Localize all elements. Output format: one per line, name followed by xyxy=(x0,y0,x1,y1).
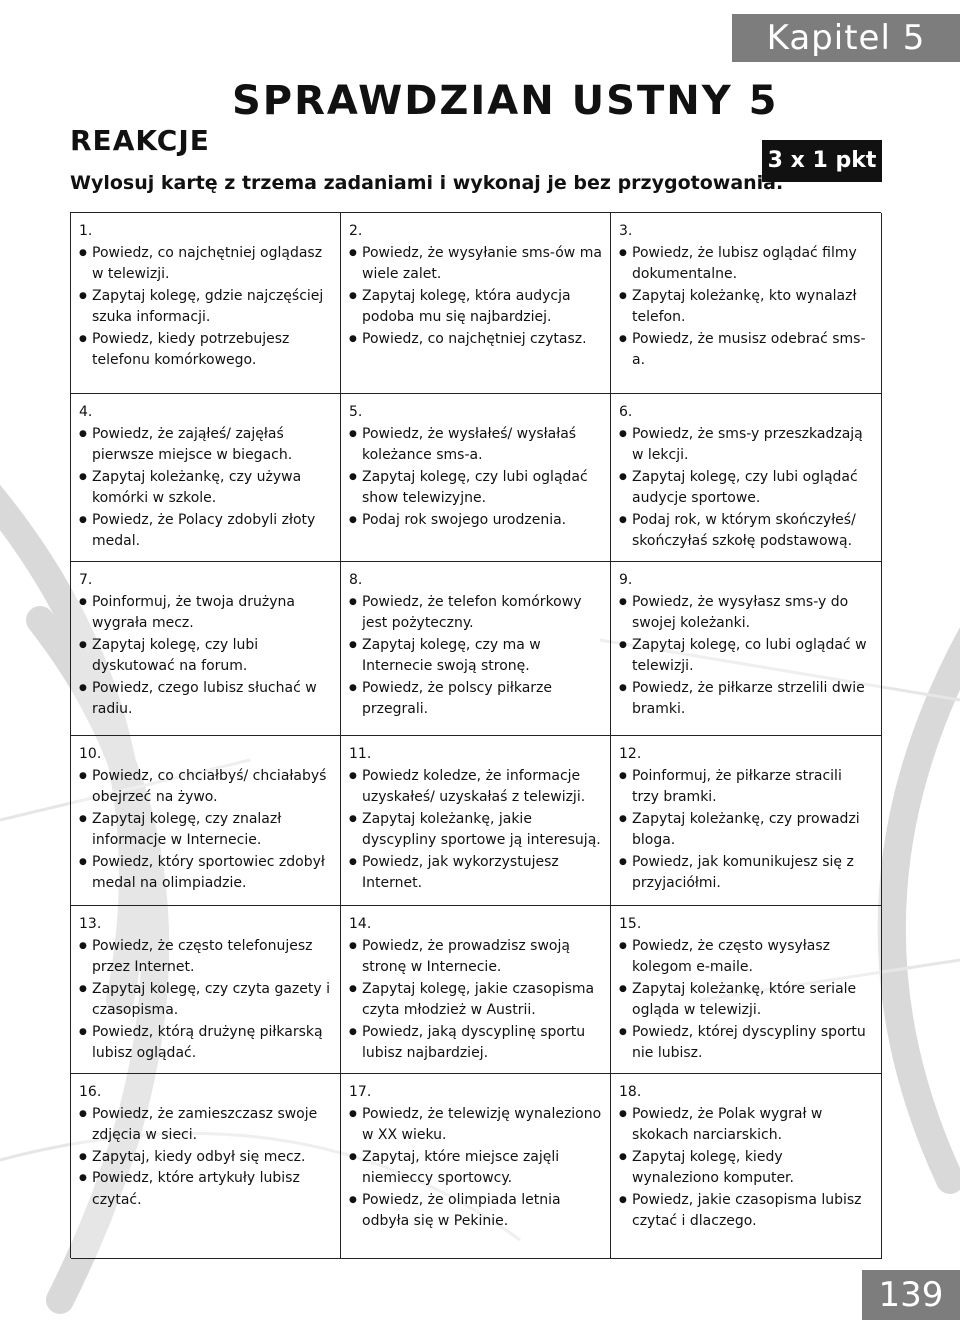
task-item: ● Zapytaj, które miejsce zajęli niemieccy sportowcy. xyxy=(349,1147,602,1190)
task-item: ● Powiedz, której dyscypliny sportu nie lubisz. xyxy=(619,1022,873,1065)
card-number: 11. xyxy=(349,746,372,762)
task-item: ● Powiedz, co chciałbyś/ chciałabyś obejrzeć na żywo. xyxy=(79,766,332,809)
task-item: ● Powiedz, że często wysyłasz kolegom e-maile. xyxy=(619,936,873,979)
task-item: ● Powiedz, że wysyłasz sms-y do swojej koleżanki. xyxy=(619,592,873,635)
card-number: 8. xyxy=(349,572,363,588)
task-list xyxy=(79,592,332,721)
task-item: ● Powiedz, że prowadzisz swoją stronę w Internecie. xyxy=(349,936,602,979)
task-card xyxy=(71,1074,341,1259)
task-item: ● Zapytaj kolegę, która audycja podoba mu się najbardziej. xyxy=(349,286,602,329)
card-number: 3. xyxy=(619,223,633,239)
task-item: ● Zapytaj kolegę, czy lubi oglądać show telewizyjne. xyxy=(349,467,602,510)
task-item: ● Powiedz, że olimpiada letnia odbyła się w Pekinie. xyxy=(349,1190,602,1233)
card-number: 18. xyxy=(619,1084,642,1100)
card-number: 6. xyxy=(619,404,633,420)
task-item: ● Powiedz, że sms-y przeszkadzają w lekcji. xyxy=(619,424,873,467)
task-list xyxy=(619,766,873,895)
task-item: ● Poinformuj, że twoja drużyna wygrała mecz. xyxy=(79,592,332,635)
task-item: ● Zapytaj kolegę, czy lubi oglądać audycje sportowe. xyxy=(619,467,873,510)
page-title: SPRAWDZIAN USTNY 5 xyxy=(232,78,779,124)
card-number: 7. xyxy=(79,572,93,588)
task-item: ● Zapytaj kolegę, co lubi oglądać w telewizji. xyxy=(619,635,873,678)
card-number: 10. xyxy=(79,746,102,762)
task-item: ● Powiedz, że musisz odebrać sms-a. xyxy=(619,329,873,372)
task-item: ● Poinformuj, że piłkarze stracili trzy bramki. xyxy=(619,766,873,809)
task-card xyxy=(611,736,882,906)
task-item: ● Powiedz, że wysyłanie sms-ów ma wiele zalet. xyxy=(349,243,602,286)
task-card xyxy=(71,394,341,562)
task-list xyxy=(349,1104,602,1233)
task-card xyxy=(611,394,882,562)
task-item: ● Podaj rok, w którym skończyłeś/ skończyłaś szkołę podstawową. xyxy=(619,510,873,553)
task-item: ● Zapytaj kolegę, jakie czasopisma czyta młodzież w Austrii. xyxy=(349,979,602,1022)
card-number: 16. xyxy=(79,1084,102,1100)
card-number: 14. xyxy=(349,916,372,932)
task-list xyxy=(79,243,332,372)
task-item: ● Zapytaj, kiedy odbył się mecz. xyxy=(79,1147,332,1169)
task-card xyxy=(71,736,341,906)
task-list xyxy=(79,936,332,1065)
task-item: ● Powiedz, że polscy piłkarze przegrali. xyxy=(349,678,602,721)
page-number: 139 xyxy=(862,1270,960,1320)
task-item: ● Powiedz, jak komunikujesz się z przyjaciółmi. xyxy=(619,852,873,895)
points-badge: 3 x 1 pkt xyxy=(762,140,882,182)
task-item: ● Powiedz, że Polak wygrał w skokach narciarskich. xyxy=(619,1104,873,1147)
task-list xyxy=(619,243,873,372)
task-item: ● Powiedz, co najchętniej czytasz. xyxy=(349,329,602,351)
task-item: ● Powiedz, który sportowiec zdobył medal na olimpiadzie. xyxy=(79,852,332,895)
task-card xyxy=(341,736,611,906)
task-card xyxy=(341,1074,611,1259)
card-number: 15. xyxy=(619,916,642,932)
task-item: ● Zapytaj koleżankę, jakie dyscypliny sportowe ją interesują. xyxy=(349,809,602,852)
task-list xyxy=(349,936,602,1065)
card-number: 4. xyxy=(79,404,93,420)
task-item: ● Powiedz, czego lubisz słuchać w radiu. xyxy=(79,678,332,721)
task-item: ● Powiedz, jakie czasopisma lubisz czytać i dlaczego. xyxy=(619,1190,873,1233)
task-item: ● Zapytaj koleżankę, czy prowadzi bloga. xyxy=(619,809,873,852)
task-item: ● Zapytaj koleżankę, czy używa komórki w szkole. xyxy=(79,467,332,510)
task-item: ● Powiedz, że telewizję wynaleziono w XX wieku. xyxy=(349,1104,602,1147)
task-item: ● Zapytaj koleżankę, kto wynalazł telefon. xyxy=(619,286,873,329)
task-item: ● Powiedz, którą drużynę piłkarską lubisz oglądać. xyxy=(79,1022,332,1065)
task-list xyxy=(349,766,602,895)
task-item: ● Powiedz, jak wykorzystujesz Internet. xyxy=(349,852,602,895)
task-list xyxy=(619,592,873,721)
task-card xyxy=(611,906,882,1074)
task-item: ● Zapytaj kolegę, czy czyta gazety i czasopisma. xyxy=(79,979,332,1022)
instructions-text: Wylosuj kartę z trzema zadaniami i wykonaj je bez przygotowania. xyxy=(70,172,784,194)
task-list xyxy=(619,1104,873,1233)
task-item: ● Powiedz, jaką dyscyplinę sportu lubisz najbardziej. xyxy=(349,1022,602,1065)
task-item: ● Zapytaj kolegę, gdzie najczęściej szuka informacji. xyxy=(79,286,332,329)
card-number: 17. xyxy=(349,1084,372,1100)
task-card xyxy=(611,213,882,394)
card-number: 5. xyxy=(349,404,363,420)
task-list xyxy=(619,424,873,553)
task-item: ● Powiedz, że piłkarze strzelili dwie bramki. xyxy=(619,678,873,721)
task-list xyxy=(79,424,332,553)
task-card xyxy=(71,213,341,394)
task-list xyxy=(79,766,332,895)
task-item: ● Zapytaj kolegę, czy ma w Internecie swoją stronę. xyxy=(349,635,602,678)
task-item: ● Powiedz, które artykuły lubisz czytać. xyxy=(79,1168,332,1211)
task-list xyxy=(79,1104,332,1212)
task-card xyxy=(341,394,611,562)
task-item: ● Powiedz, że zająłeś/ zajęłaś pierwsze miejsce w biegach. xyxy=(79,424,332,467)
task-item: ● Powiedz, że wysłałeś/ wysłałaś koleżance sms-a. xyxy=(349,424,602,467)
task-card xyxy=(341,562,611,736)
task-item: ● Powiedz koledze, że informacje uzyskałeś/ uzyskałaś z telewizji. xyxy=(349,766,602,809)
chapter-tab: Kapitel 5 xyxy=(732,14,960,62)
card-number: 12. xyxy=(619,746,642,762)
task-item: ● Powiedz, co najchętniej oglądasz w telewizji. xyxy=(79,243,332,286)
task-cards-table xyxy=(70,212,881,1258)
task-list xyxy=(349,592,602,721)
task-item: ● Powiedz, że lubisz oglądać filmy dokumentalne. xyxy=(619,243,873,286)
task-card xyxy=(71,906,341,1074)
task-item: ● Powiedz, że zamieszczasz swoje zdjęcia w sieci. xyxy=(79,1104,332,1147)
task-list xyxy=(349,424,602,532)
card-number: 9. xyxy=(619,572,633,588)
task-item: ● Zapytaj kolegę, czy znalazł informacje w Internecie. xyxy=(79,809,332,852)
task-item: ● Podaj rok swojego urodzenia. xyxy=(349,510,602,532)
task-list xyxy=(349,243,602,351)
task-card xyxy=(611,562,882,736)
card-number: 2. xyxy=(349,223,363,239)
task-item: ● Zapytaj kolegę, kiedy wynaleziono komputer. xyxy=(619,1147,873,1190)
task-item: ● Zapytaj kolegę, czy lubi dyskutować na forum. xyxy=(79,635,332,678)
task-list xyxy=(619,936,873,1065)
task-card xyxy=(341,213,611,394)
section-title: REAKCJE xyxy=(70,124,210,157)
task-card xyxy=(71,562,341,736)
task-item: ● Powiedz, że często telefonujesz przez Internet. xyxy=(79,936,332,979)
task-item: ● Zapytaj koleżankę, które seriale ogląda w telewizji. xyxy=(619,979,873,1022)
card-number: 1. xyxy=(79,223,93,239)
task-item: ● Powiedz, że Polacy zdobyli złoty medal. xyxy=(79,510,332,553)
task-card xyxy=(611,1074,882,1259)
card-number: 13. xyxy=(79,916,102,932)
task-item: ● Powiedz, że telefon komórkowy jest pożyteczny. xyxy=(349,592,602,635)
task-card xyxy=(341,906,611,1074)
task-item: ● Powiedz, kiedy potrzebujesz telefonu komórkowego. xyxy=(79,329,332,372)
